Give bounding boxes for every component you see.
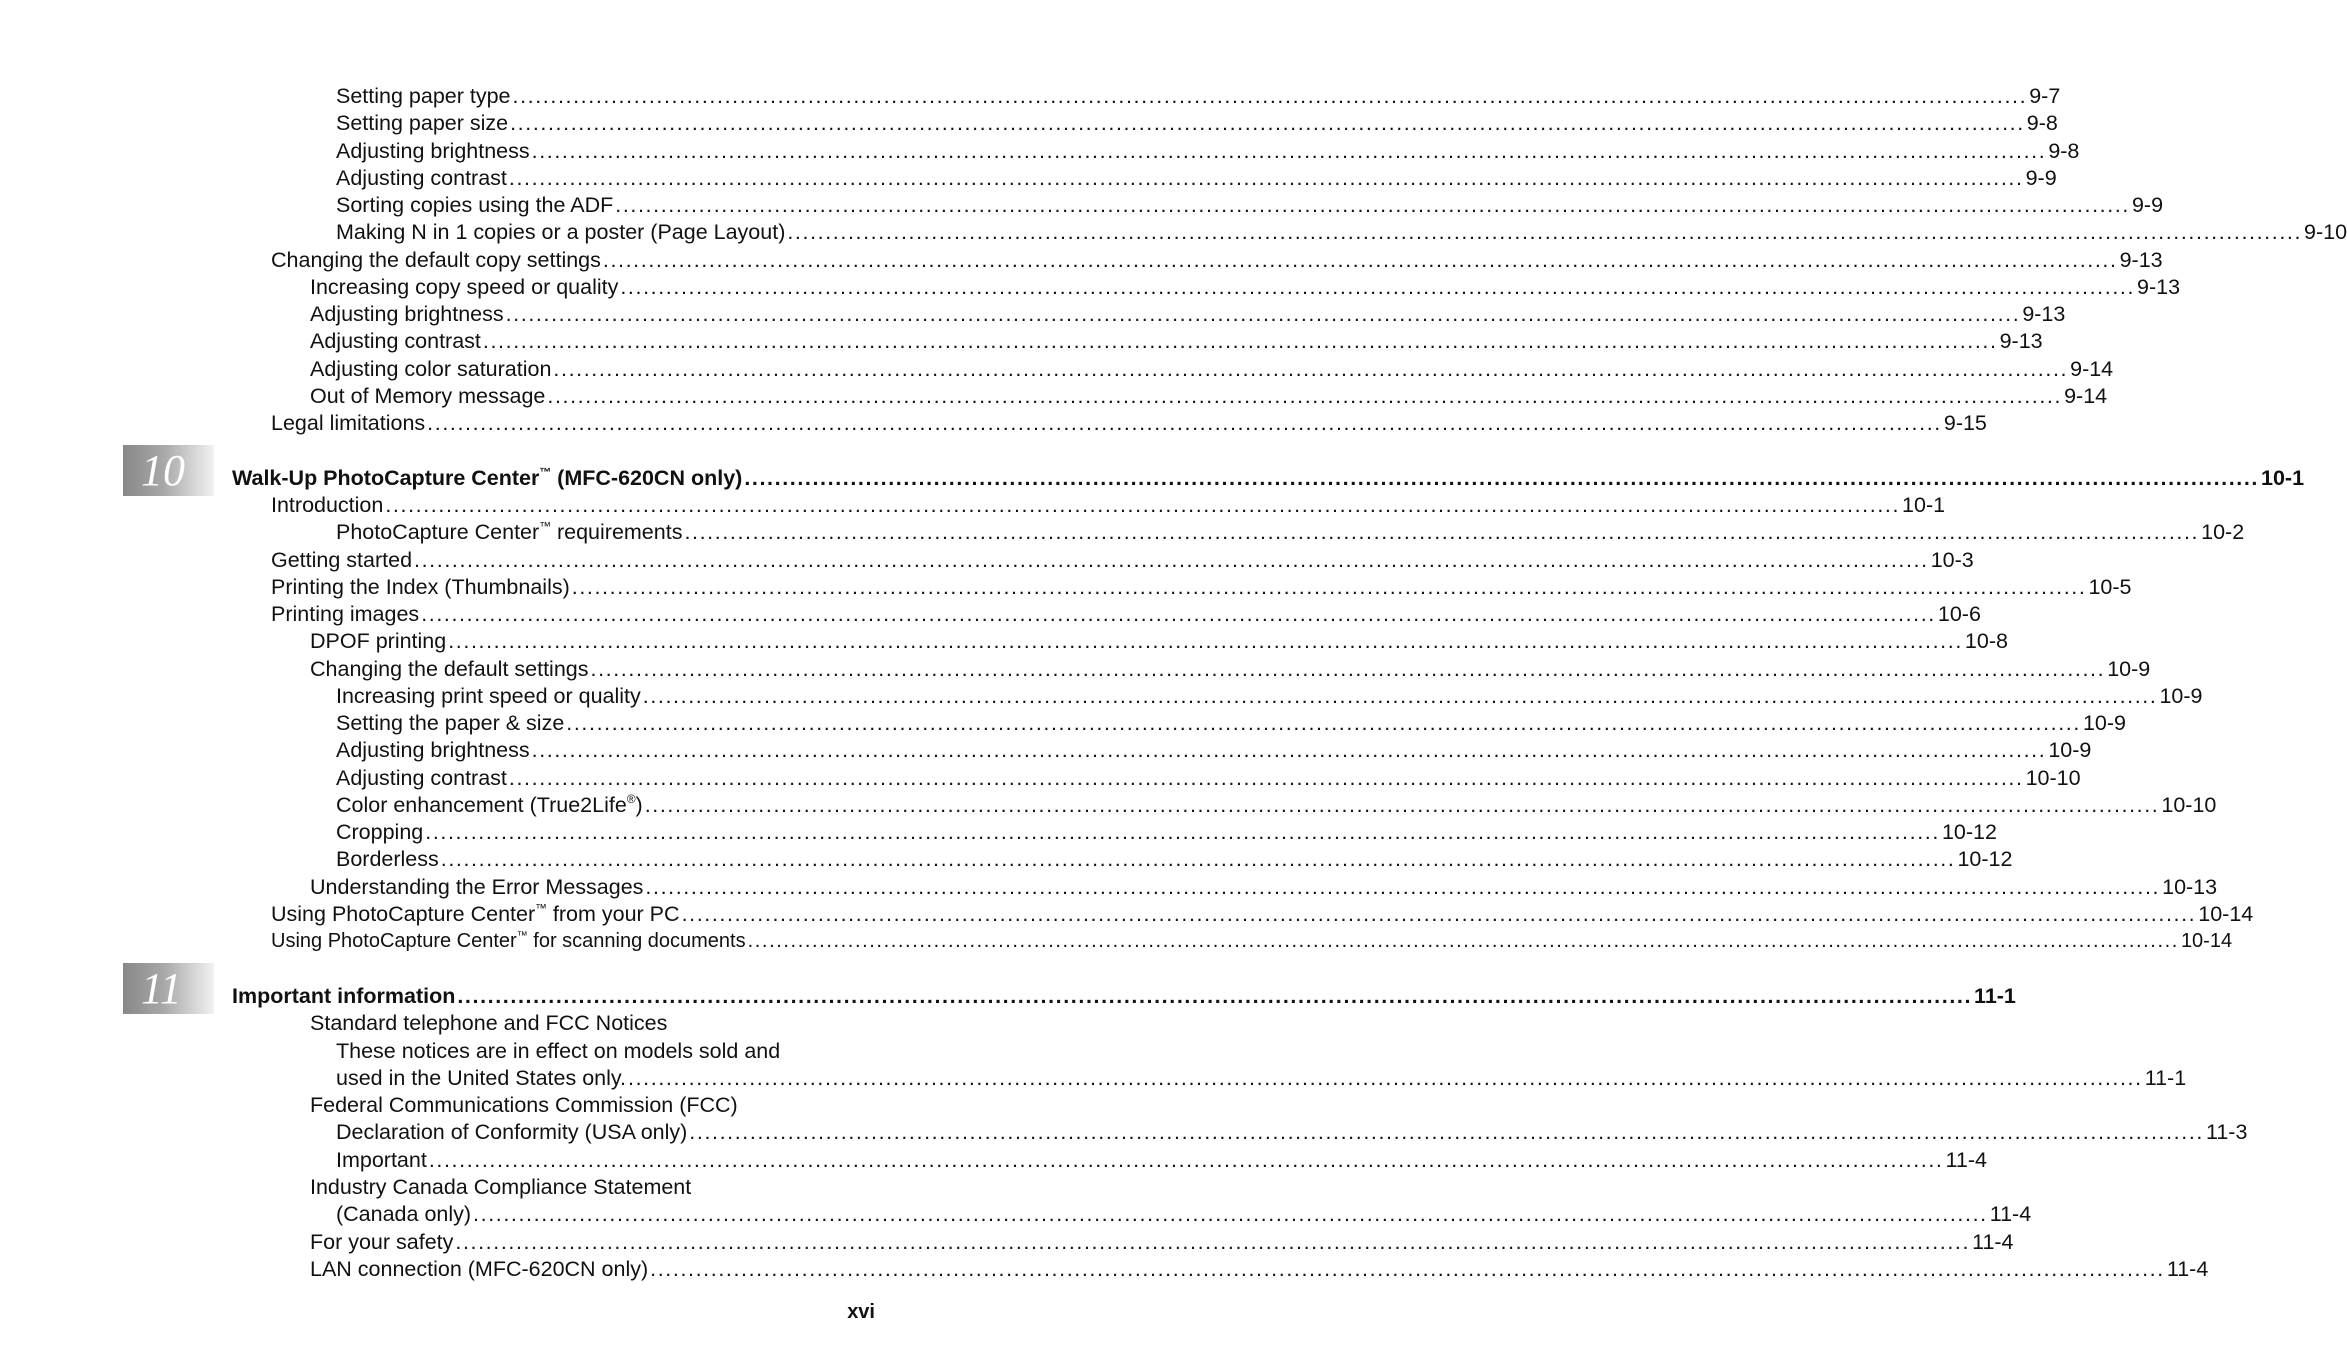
toc-entry[interactable] <box>310 383 2108 409</box>
entry-title-text: Printing the Index (Thumbnails) <box>271 575 570 599</box>
entry-page-number: 9-13 <box>2137 275 2181 299</box>
entry-title <box>310 301 504 327</box>
toc-entry[interactable] <box>310 328 2043 354</box>
entry-title <box>310 356 551 382</box>
toc-entry[interactable] <box>310 1010 875 1036</box>
dot-leader <box>687 1119 2206 1145</box>
chapter-tab-11 <box>123 963 214 1014</box>
entry-page-number: 11-4 <box>1945 1148 1987 1172</box>
entry-title <box>336 165 507 191</box>
entry-title <box>336 1038 780 1064</box>
dot-leader <box>508 110 2027 136</box>
entry-title-text: Changing the default copy settings <box>271 248 601 272</box>
dot-leader <box>507 765 2026 791</box>
entry-page-number: 11-1 <box>2144 1066 2187 1090</box>
entry-title <box>336 83 511 109</box>
entry-title-suffix: from your PC <box>546 902 680 926</box>
entry-title-text: DPOF printing <box>310 629 447 653</box>
dot-leader <box>742 465 2261 491</box>
entry-title-text: Using PhotoCapture Center <box>271 902 536 926</box>
toc-entry[interactable] <box>271 901 2254 927</box>
toc-entry[interactable] <box>271 928 2233 954</box>
entry-title <box>336 765 507 791</box>
entry-title-suffix: ) <box>635 793 643 817</box>
entry-title-text: Sorting copies using the ADF <box>336 193 614 217</box>
entry-title <box>310 1229 453 1255</box>
chapter-tab-10 <box>123 445 214 496</box>
dot-leader <box>511 83 2030 109</box>
dot-leader <box>446 628 1965 654</box>
entry-page-number: 10-12 <box>1941 820 1997 844</box>
dot-leader <box>682 519 2201 545</box>
entry-page-number: 9-7 <box>2029 84 2061 108</box>
entry-title-text: Adjusting contrast <box>310 329 481 353</box>
entry-title-text: (Canada only) <box>336 1202 472 1226</box>
entry-page-number: 10-3 <box>1930 548 1974 572</box>
entry-title <box>336 192 613 218</box>
entry-title <box>336 519 682 545</box>
toc-entry[interactable] <box>271 247 2163 273</box>
chapter-number: 10 <box>141 446 185 495</box>
entry-title-text: Declaration of Conformity (USA only) <box>336 1120 688 1144</box>
entry-title <box>271 574 570 600</box>
toc-entry[interactable] <box>336 710 2127 736</box>
entry-title <box>310 1092 738 1118</box>
entry-page-number: 10-8 <box>1964 629 2008 653</box>
toc-entry[interactable] <box>310 874 2218 900</box>
entry-title-text: Setting paper size <box>336 111 509 135</box>
dot-leader <box>545 383 2064 409</box>
entry-page-number: 10-12 <box>1957 847 2013 871</box>
entry-title-text: Setting the paper & size <box>336 711 565 735</box>
entry-page-number: 9-14 <box>2064 384 2108 408</box>
entry-page-number: 9-15 <box>1943 411 1987 435</box>
entry-title-suffix: requirements <box>551 520 683 544</box>
dot-leader <box>564 710 2083 736</box>
entry-title-text: For your safety <box>310 1230 454 1254</box>
entry-title <box>336 710 564 736</box>
entry-title <box>336 1201 471 1227</box>
entry-page-number: 10-1 <box>1902 493 1946 517</box>
dot-leader <box>643 792 2162 818</box>
dot-leader <box>471 1201 1990 1227</box>
dot-leader <box>613 192 2132 218</box>
entry-page-number: 9-14 <box>2070 357 2114 381</box>
entry-title-text: Getting started <box>271 548 413 572</box>
toc-entry[interactable] <box>336 1201 2032 1227</box>
toc-entry[interactable] <box>336 1147 1987 1173</box>
entry-page-number: 9-9 <box>2025 166 2057 190</box>
toc-entry[interactable] <box>336 846 2013 872</box>
toc-entry[interactable] <box>336 110 2058 136</box>
dot-leader <box>641 683 2160 709</box>
entry-title <box>336 1147 427 1173</box>
entry-title-text: These notices are in effect on models sold and <box>336 1039 781 1063</box>
entry-page-number: 11-4 <box>2166 1257 2209 1281</box>
toc-entry[interactable] <box>271 547 1974 573</box>
entry-title-text: Borderless <box>336 847 439 871</box>
entry-title-text: Increasing copy speed or quality <box>310 275 619 299</box>
dot-leader <box>507 165 2026 191</box>
entry-title-text: Walk-Up PhotoCapture Center <box>232 466 540 490</box>
toc-entry[interactable] <box>310 1256 2209 1282</box>
toc-entry[interactable] <box>336 1038 875 1064</box>
entry-title <box>336 1065 626 1091</box>
entry-title <box>271 547 412 573</box>
toc-entry[interactable] <box>336 219 2347 245</box>
toc-entry[interactable] <box>336 1065 2187 1091</box>
trademark-symbol: ™ <box>539 465 552 480</box>
entry-title-text: Important information <box>232 984 456 1008</box>
page-number: xvi <box>847 1301 875 1323</box>
entry-page-number: 9-13 <box>1999 329 2043 353</box>
trademark-symbol: ® <box>626 792 636 807</box>
entry-page-number: 9-13 <box>2119 248 2163 272</box>
dot-leader <box>626 1065 2145 1091</box>
trademark-symbol: ™ <box>539 519 551 534</box>
toc-entry[interactable] <box>336 165 2057 191</box>
toc-entry[interactable] <box>271 410 1987 436</box>
entry-page-number: 10-5 <box>2088 575 2132 599</box>
dot-leader <box>439 846 1958 872</box>
entry-title-text: Color enhancement (True2Life <box>336 793 627 817</box>
entry-title-text: Introduction <box>271 493 384 517</box>
entry-title-text: Understanding the Error Messages <box>310 875 644 899</box>
entry-title <box>336 138 530 164</box>
entry-title-text: Legal limitations <box>271 411 426 435</box>
entry-title-text: Adjusting contrast <box>336 166 507 190</box>
toc-entry[interactable] <box>310 356 2114 382</box>
entry-title <box>310 328 481 354</box>
entry-title-text: Making N in 1 copies or a poster (Page Layout) <box>336 220 786 244</box>
toc-entry[interactable] <box>336 683 2203 709</box>
entry-title <box>271 928 746 954</box>
toc-entry[interactable] <box>336 737 2092 763</box>
dot-leader <box>680 901 2199 927</box>
entry-title <box>232 983 455 1009</box>
entry-title <box>310 628 446 654</box>
trademark-symbol: ™ <box>535 901 547 916</box>
dot-leader <box>530 138 2049 164</box>
entry-page-number: 10-9 <box>2159 684 2203 708</box>
entry-page-number: 10-1 <box>2261 466 2305 490</box>
entry-title-text: Adjusting color saturation <box>310 357 552 381</box>
entry-title <box>336 819 423 845</box>
dot-leader <box>530 737 2049 763</box>
entry-title-text: Industry Canada Compliance Statement <box>310 1175 692 1199</box>
entry-title <box>336 219 785 245</box>
entry-title-text: Adjusting contrast <box>336 766 507 790</box>
toc-entry[interactable] <box>271 574 2132 600</box>
entry-page-number: 10-2 <box>2201 520 2245 544</box>
dot-leader <box>648 1256 2167 1282</box>
entry-page-number: 9-9 <box>2131 193 2164 217</box>
dot-leader <box>423 819 1942 845</box>
entry-page-number: 9-13 <box>2022 302 2066 326</box>
entry-page-number: 10-9 <box>2048 738 2092 762</box>
entry-title <box>310 656 589 682</box>
toc-entry[interactable] <box>310 274 2181 300</box>
dot-leader <box>455 983 1974 1009</box>
toc-entry[interactable] <box>336 519 2245 545</box>
entry-page-number: 10-6 <box>1937 602 1981 626</box>
toc-entry[interactable] <box>336 765 2081 791</box>
entry-title <box>310 274 618 300</box>
dot-leader <box>551 356 2070 382</box>
toc-entry[interactable] <box>336 1119 2248 1145</box>
chapter-number: 11 <box>141 964 182 1013</box>
entry-page-number: 9-8 <box>2026 111 2058 135</box>
entry-title-text: Out of Memory message <box>310 384 546 408</box>
entry-page-number: 11-3 <box>2205 1120 2248 1144</box>
entry-title-text: Using PhotoCapture Center <box>271 930 517 952</box>
dot-leader <box>504 301 2023 327</box>
chapter-heading[interactable] <box>232 983 2016 1009</box>
toc-entry[interactable] <box>336 83 2061 109</box>
dot-leader <box>412 547 1931 573</box>
dot-leader <box>383 492 1902 518</box>
toc-entry[interactable] <box>310 1092 875 1118</box>
entry-title-suffix: for scanning documents <box>527 930 746 952</box>
entry-title-text: Adjusting brightness <box>336 738 530 762</box>
entry-title <box>271 492 383 518</box>
entry-title-text: PhotoCapture Center <box>336 520 540 544</box>
entry-title <box>336 1119 687 1145</box>
entry-title-text: Standard telephone and FCC Notices <box>310 1011 668 1035</box>
entry-title <box>271 410 425 436</box>
entry-title-text: Cropping <box>336 820 424 844</box>
entry-title-text: Important <box>336 1148 427 1172</box>
toc-entry[interactable] <box>336 819 1997 845</box>
dot-leader <box>419 601 1938 627</box>
entry-title-text: used in the United States only. <box>336 1066 627 1090</box>
entry-title-text: Printing images <box>271 602 420 626</box>
entry-page-number: 11-1 <box>1974 984 2016 1008</box>
entry-page-number: 10-14 <box>2180 930 2233 952</box>
entry-title-text: LAN connection (MFC-620CN only) <box>310 1257 649 1281</box>
dot-leader <box>601 247 2120 273</box>
entry-title-text: Adjusting brightness <box>310 302 504 326</box>
toc-entry[interactable] <box>310 628 2008 654</box>
entry-title <box>310 1256 648 1282</box>
entry-page-number: 9-10 <box>2304 220 2347 244</box>
entry-title <box>336 683 641 709</box>
dot-leader <box>427 1147 1946 1173</box>
dot-leader <box>746 928 2181 954</box>
entry-title <box>336 737 530 763</box>
entry-page-number: 10-10 <box>2025 766 2081 790</box>
dot-leader <box>589 656 2108 682</box>
entry-title <box>336 792 643 818</box>
dot-leader <box>425 410 1944 436</box>
entry-title <box>271 901 680 927</box>
entry-title-text: Federal Communications Commission (FCC) <box>310 1093 738 1117</box>
dot-leader <box>643 874 2162 900</box>
entry-title <box>232 465 742 491</box>
toc-entry[interactable] <box>310 301 2066 327</box>
entry-title-text: Adjusting brightness <box>336 139 530 163</box>
entry-page-number: 10-9 <box>2082 711 2127 735</box>
dot-leader <box>481 328 2000 354</box>
dot-leader <box>785 219 2304 245</box>
toc-entry[interactable] <box>336 138 2080 164</box>
dot-leader <box>618 274 2137 300</box>
entry-title-suffix: (MFC-620CN only) <box>551 466 743 490</box>
entry-page-number: 10-13 <box>2162 875 2218 899</box>
chapter-heading[interactable] <box>232 465 2305 491</box>
entry-title <box>310 383 545 409</box>
dot-leader <box>570 574 2089 600</box>
entry-title <box>310 874 643 900</box>
entry-page-number: 10-14 <box>2198 902 2254 926</box>
entry-title <box>336 846 439 872</box>
entry-title-text: Setting paper type <box>336 84 511 108</box>
trademark-symbol: ™ <box>516 929 528 942</box>
toc-entry[interactable] <box>271 601 1981 627</box>
dot-leader <box>453 1229 1972 1255</box>
toc-entry[interactable] <box>310 656 2151 682</box>
toc-entry[interactable] <box>310 1229 2014 1255</box>
entry-title <box>310 1174 691 1200</box>
entry-page-number: 10-9 <box>2107 657 2151 681</box>
entry-page-number: 11-4 <box>1989 1202 2032 1226</box>
entry-title-text: Increasing print speed or quality <box>336 684 641 708</box>
toc-entry[interactable] <box>336 792 2217 818</box>
toc-entry[interactable] <box>336 192 2164 218</box>
toc-entry[interactable] <box>271 492 1946 518</box>
entry-page-number: 11-4 <box>1972 1230 2014 1254</box>
entry-title-text: Changing the default settings <box>310 657 589 681</box>
toc-entry[interactable] <box>310 1174 875 1200</box>
entry-title <box>271 601 419 627</box>
entry-title <box>310 1010 667 1036</box>
entry-page-number: 9-8 <box>2048 139 2080 163</box>
entry-title <box>271 247 601 273</box>
entry-page-number: 10-10 <box>2161 793 2217 817</box>
entry-title <box>336 110 508 136</box>
